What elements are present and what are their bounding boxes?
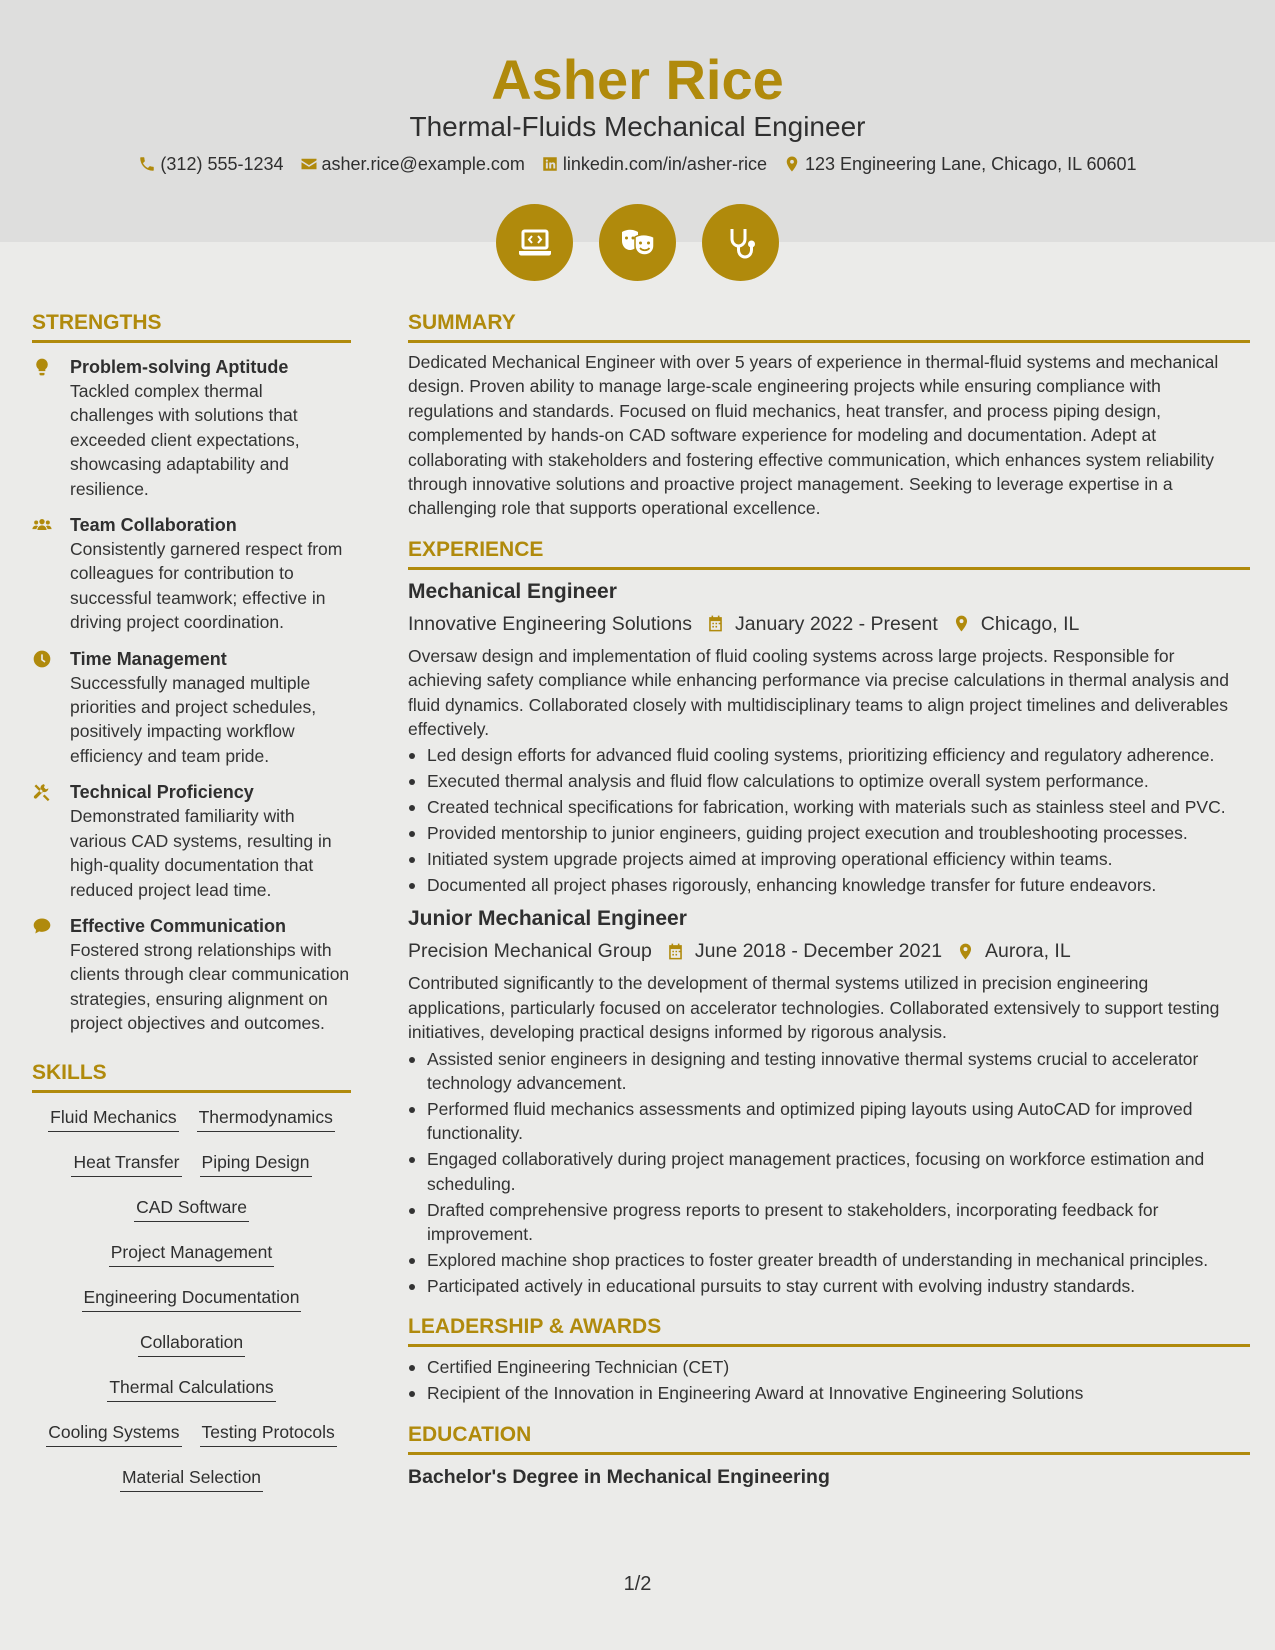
list-item: Assisted senior engineers in designing and testing innovative thermal systems crucial to accelerator technology advancement. (408, 1047, 1250, 1096)
list-item: Documented all project phases rigorously, enhancing knowledge transfer for future endeavors. (408, 873, 1250, 897)
job-bullets (408, 743, 1250, 897)
list-item: Executed thermal analysis and fluid flow calculations to optimize overall system performance. (408, 769, 1250, 793)
strength-item (32, 355, 351, 501)
page-number: 1/2 (623, 1573, 652, 1595)
list-item: Engaged collaboratively during project management practices, focusing on workforce estimation and scheduling. (408, 1147, 1250, 1196)
skill-tag: Thermodynamics (197, 1105, 335, 1132)
contact-email[interactable] (300, 150, 525, 178)
interest-circle (496, 204, 573, 281)
strength-title: Problem-solving Aptitude (70, 357, 289, 377)
skill-tag: Thermal Calculations (107, 1375, 275, 1402)
users-icon (32, 515, 52, 535)
strength-item (32, 513, 351, 635)
strength-desc: Fostered strong relationships with clients through clear communication strategies, ensuring alignment on project objectives and outcomes. (70, 939, 350, 1034)
strength-item (32, 780, 351, 902)
summary-title: SUMMARY (408, 308, 1250, 343)
list-item: Participated actively in educational pursuits to stay current with evolving industry standards. (408, 1274, 1250, 1298)
list-item: Created technical specifications for fabrication, working with materials such as stainless steel and PVC. (408, 795, 1250, 819)
stethoscope-icon (721, 223, 761, 263)
skill-tag: Piping Design (200, 1150, 312, 1177)
map-marker-icon (952, 614, 971, 633)
strength-title: Time Management (70, 648, 227, 669)
education-title: EDUCATION (408, 1420, 1250, 1455)
job-company: Precision Mechanical Group (408, 940, 652, 963)
skill-tag: Testing Protocols (200, 1420, 337, 1447)
job-title: Junior Mechanical Engineer (408, 907, 687, 931)
awards-title: LEADERSHIP & AWARDS (408, 1312, 1250, 1347)
email-text: asher.rice@example.com (321, 154, 525, 174)
theater-masks-icon (618, 223, 658, 263)
contact-phone[interactable] (138, 150, 283, 178)
interest-icons (0, 204, 1275, 281)
strength-title: Effective Communication (70, 915, 287, 936)
linkedin-icon (541, 155, 559, 173)
address-text: 123 Engineering Lane, Chicago, IL 60601 (804, 154, 1137, 174)
job-description: Oversaw design and implementation of fluid cooling systems across large projects. Responsible for achieving safety compliance while enhancing performance via precise calculations in thermal analysis and fluid dynamics. Collaborated closely with multidisciplinary teams to align project timelines and deliverables effectively. (408, 645, 1229, 740)
interest-circle (702, 204, 779, 281)
contact-linkedin[interactable] (541, 150, 767, 178)
linkedin-text: linkedin.com/in/asher-rice (562, 154, 767, 174)
list-item: Certified Engineering Technician (CET) (408, 1355, 1250, 1379)
clock-icon (32, 649, 52, 669)
job-entry (408, 905, 1250, 1298)
job-title: Mechanical Engineer (408, 579, 617, 603)
candidate-name: Asher Rice (491, 48, 784, 111)
list-item: Provided mentorship to junior engineers, guiding project execution and troubleshooting processes. (408, 821, 1250, 845)
contact-address (783, 150, 1137, 178)
experience-title: EXPERIENCE (408, 535, 1250, 570)
job-location: Chicago, IL (980, 612, 1080, 635)
right-column (408, 308, 1250, 1491)
lightbulb-icon (32, 357, 52, 377)
strength-item (32, 647, 351, 769)
job-entry (408, 578, 1250, 898)
phone-text: (312) 555-1234 (160, 154, 284, 174)
map-marker-icon (783, 155, 801, 173)
strength-desc: Consistently garnered respect from colleagues for contribution to successful teamwork; effective in driving project coordination. (70, 539, 343, 633)
laptop-code-icon (515, 223, 555, 263)
strength-title: Technical Proficiency (70, 782, 254, 803)
skill-tag: Fluid Mechanics (48, 1105, 178, 1132)
job-dates: June 2018 - December 2021 (694, 940, 943, 963)
awards-list (408, 1355, 1250, 1405)
skills-title: SKILLS (32, 1058, 351, 1093)
job-dates: January 2022 - Present (735, 612, 938, 635)
comment-icon (32, 916, 52, 936)
list-item: Recipient of the Innovation in Engineering Award at Innovative Engineering Solutions (408, 1381, 1250, 1405)
job-bullets (408, 1047, 1250, 1299)
skill-tag: Material Selection (120, 1465, 263, 1492)
strength-desc: Tackled complex thermal challenges with solutions that exceeded client expectations, showcasing adaptability and resilience. (70, 381, 300, 499)
skill-tag: CAD Software (134, 1195, 249, 1222)
job-meta (408, 937, 1250, 965)
skills-list (32, 1105, 351, 1492)
strength-item (32, 914, 351, 1036)
list-item: Explored machine shop practices to foster greater breadth of understanding in mechanical principles. (408, 1248, 1250, 1272)
interest-circle (599, 204, 676, 281)
job-company: Innovative Engineering Solutions (408, 612, 693, 635)
skill-tag: Project Management (109, 1240, 274, 1267)
strength-desc: Successfully managed multiple priorities and project schedules, positively impacting workflow efficiency and team pride. (70, 672, 317, 766)
skill-tag: Cooling Systems (46, 1420, 181, 1447)
summary-text: Dedicated Mechanical Engineer with over 5 years of experience in thermal-fluid systems and mechanical design. Proven ability to manage large-scale engineering projects while ensuring compliance with regulations and standards. Focused on fluid mechanics, heat transfer, and process piping design, complemented by hands-on CAD software experience for modeling and documentation. Adept at collaborating with stakeholders and fostering effective communication, which enhances system reliability through innovative solutions and proactive project management. Seeking to leverage expertise in a challenging role that supports operational excellence. (408, 352, 1219, 519)
left-column (32, 308, 351, 1492)
map-marker-icon (956, 942, 975, 961)
list-item: Drafted comprehensive progress reports to present to stakeholders, incorporating feedback for improvement. (408, 1198, 1250, 1247)
phone-icon (138, 155, 156, 173)
skill-tag: Engineering Documentation (82, 1285, 302, 1312)
calendar-icon (706, 614, 725, 633)
job-description: Contributed significantly to the development of thermal systems utilized in precision engineering applications, particularly focused on accelerator technologies. Collaborated extensively to support testing initiatives, developing practical designs informed by rigorous analysis. (408, 973, 1220, 1043)
list-item: Led design efforts for advanced fluid cooling systems, prioritizing efficiency and regulatory adherence. (408, 743, 1250, 767)
tools-icon (32, 782, 52, 802)
education-degree: Bachelor's Degree in Mechanical Engineering (408, 1465, 830, 1488)
list-item: Initiated system upgrade projects aimed at improving operational efficiency within teams. (408, 847, 1250, 871)
envelope-icon (300, 155, 318, 173)
skill-tag: Heat Transfer (71, 1150, 181, 1177)
candidate-role: Thermal-Fluids Mechanical Engineer (409, 111, 866, 142)
list-item: Performed fluid mechanics assessments and optimized piping layouts using AutoCAD for improved functionality. (408, 1097, 1250, 1146)
skill-tag: Collaboration (138, 1330, 245, 1357)
job-location: Aurora, IL (985, 940, 1071, 963)
contact-bar (0, 150, 1275, 178)
strength-desc: Demonstrated familiarity with various CAD systems, resulting in high-quality documentation that reduced project lead time. (70, 806, 332, 900)
job-meta (408, 610, 1250, 638)
calendar-icon (666, 942, 685, 961)
strength-title: Team Collaboration (70, 515, 237, 536)
strengths-title: STRENGTHS (32, 308, 351, 343)
